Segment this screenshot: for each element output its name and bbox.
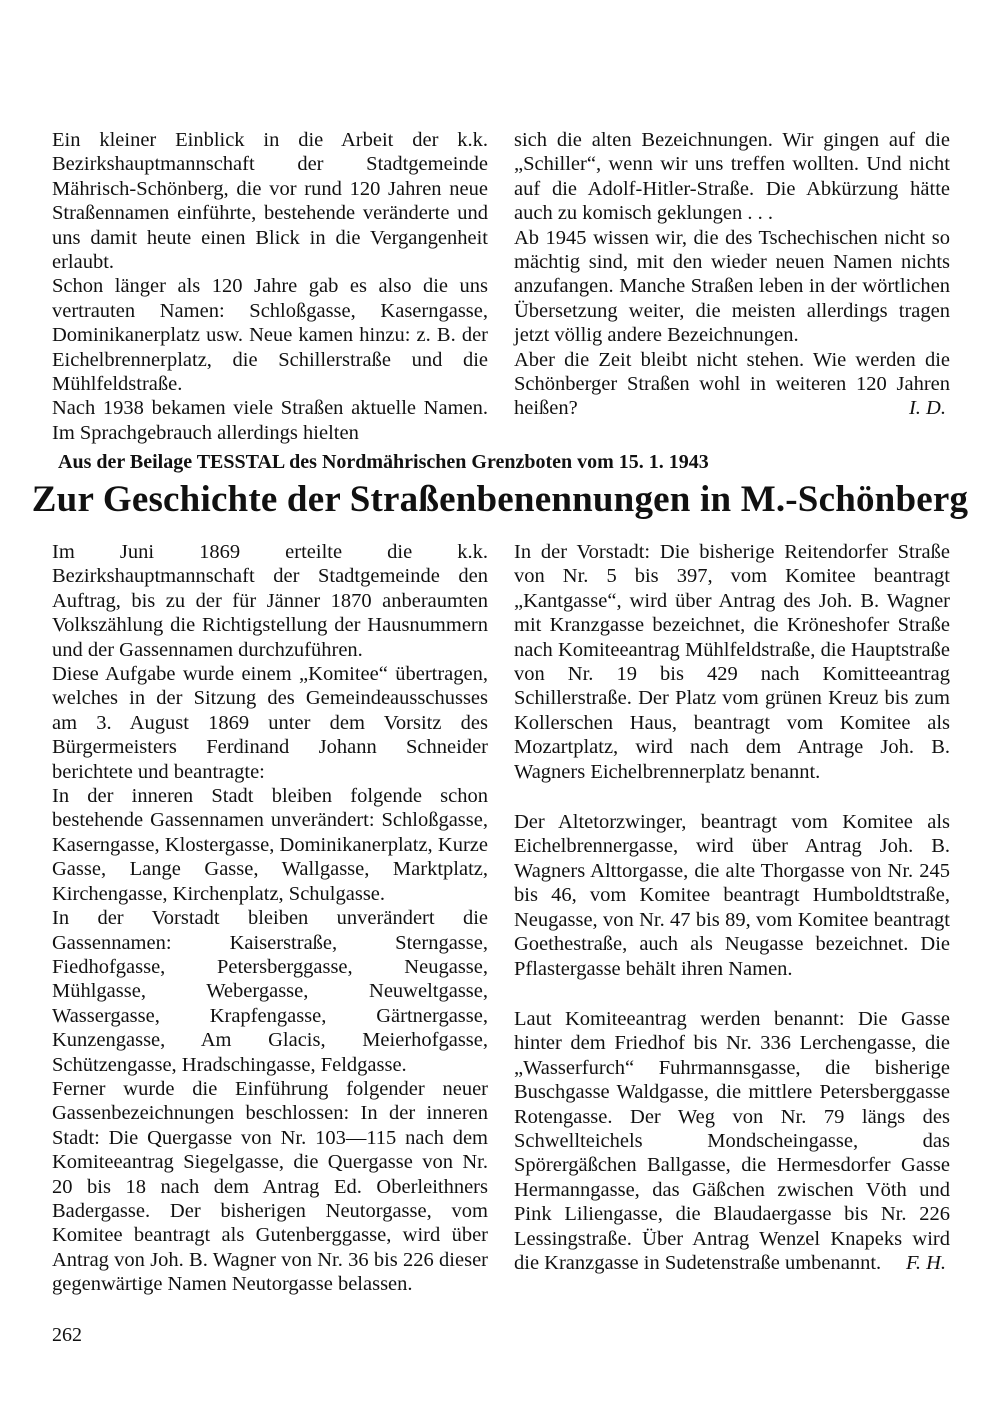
intro-left-column [52,128,488,445]
page-number: 262 [52,1324,82,1346]
article-closing-paragraph [514,1007,950,1275]
article-title: Zur Geschichte der Straßenbenennungen in M.-Schönberg [31,479,969,520]
article-signature: F. H. [905,1251,946,1274]
article-paragraph: Diese Aufgabe wurde einem „Komitee“ übertragen, welches in der Sitzung des Gemeindeausschusses am 3. August 1869 unter dem Vorsitz des Bürgermeisters Ferdinand Johann Schneider berichtete und beantragte: [52,663,488,783]
intro-signature: I. D. [908,397,946,420]
article-paragraph: Im Juni 1869 erteilte die k.k. Bezirkshauptmannschaft der Stadtgemeinde den Auftrag, bis zu der für Jänner 1870 anberaumten Volkszählung die Richtigstellung der Hausnummern und der Gassennamen durchzuführen. [52,541,488,661]
article-paragraph: Der Altetorzwinger, beantragt vom Komitee als Eichelbrennergasse, wird über Antrag Joh. B. Wagners Alttorgasse, die alte Thorgasse von Nr. 245 bis 46, vom Komitee beantragt Humboldtstraße, Neugasse, von Nr. 47 bis 89, vom Komitee beantragt Goethestraße, auch als Neugasse bezeichnet. Die Pflastergasse behält ihren Namen. [514,811,950,980]
article-left-column [52,540,488,1297]
intro-right-column [514,128,950,421]
source-line: Aus der Beilage TESSTAL des Nordmährischen Grenzboten vom 15. 1. 1943 [58,451,709,473]
article-paragraph: Ferner wurde die Einführung folgender neuer Gassenbezeichnungen beschlossen: In der inneren Stadt: Die Quergasse von Nr. 103—115 nach dem Komiteeantrag Siegelgasse, die Quergasse von Nr. 20 bis 18 nach dem Antrag Ed. Oberleithners Badergasse. Der bisherigen Neutorgasse, vom Komitee beantragt als Gutenberggasse, wird über Antrag von Joh. B. Wagner von Nr. 36 bis 226 dieser gegenwärtige Namen Neutorgasse belassen. [52,1077,488,1296]
intro-paragraph: sich die alten Bezeichnungen. Wir gingen auf die „Schiller“, wenn wir uns treffen wollten. Und nicht auf die Adolf-Hitler-Straße. Die Abkürzung hätte auch zu komisch geklungen . . . [514,129,950,225]
article-closing-text: Laut Komiteeantrag werden benannt: Die Gasse hinter dem Friedhof bis Nr. 336 Lerchengasse, die „Wasserfurch“ Fuhrmannsgasse, die bisherige Buschgasse Waldgasse, die mittlere Petersberggasse Rotengasse. Der Weg von Nr. 79 längs des Schwellteichels Mondscheingasse, das Spörergäßchen Ballgasse, die Hermesdorfer Gasse Hermanngasse, das Gäßchen zwischen Vöth und Pink Liliengasse, die Blaudaergasse bis Nr. 226 Lessingstraße. Über Antrag Wenzel Knapeks wird die Kranzgasse in Sudetenstraße umbenannt. [514,1007,950,1274]
intro-paragraph: Ein kleiner Einblick in die Arbeit der k.k. Bezirkshauptmannschaft der Stadtgemeinde Mährisch-Schönberg, die vor rund 120 Jahren neue Straßennamen einführte, bestehende veränderte und uns damit heute einen Blick in die Vergangenheit erlaubt. [52,129,488,274]
intro-closing-text: Aber die Zeit bleibt nicht stehen. Wie werden die Schönberger Straßen wohl in weiteren 120 Jahren heißen? [514,348,950,420]
article-right-column [514,540,950,1275]
article-paragraph: In der inneren Stadt bleiben folgende schon bestehende Gassennamen unverändert: Schloßgasse, Kaserngasse, Klostergasse, Dominikanerplatz, Kurze Gasse, Lange Gasse, Wallgasse, Marktplatz, Kirchengasse, Kirchenplatz, Schulgasse. [52,785,488,905]
intro-paragraph: Schon länger als 120 Jahre gab es also die uns vertrauten Namen: Schloßgasse, Kaserngasse, Dominikanerplatz usw. Neue kamen hinzu: z. B. der Eichelbrennerplatz, die Schillerstraße und die Mühlfeldstraße. [52,275,488,396]
intro-paragraph: Ab 1945 wissen wir, die des Tschechischen nicht so mächtig sind, mit den wieder neuen Namen nichts anzufangen. Manche Straßen leben in der wörtlichen Übersetzung weiter, die meisten allerdings tragen jetzt völlig andere Bezeichnungen. [514,226,950,347]
intro-closing-paragraph [514,348,950,421]
intro-paragraph: Nach 1938 bekamen viele Straßen aktuelle Namen. Im Sprachgebrauch allerdings hielten [52,397,488,444]
article-paragraph: In der Vorstadt bleiben unverändert die Gassennamen: Kaiserstraße, Sterngasse, Fiedhofgasse, Petersberggasse, Neugasse, Mühlgasse, Webergasse, Neuweltgasse, Wassergasse, Krapfengasse, Gärtnergasse, Kunzengasse, Am Glacis, Meierhofgasse, Schützengasse, Hradschingasse, Feldgasse. [52,907,488,1076]
article-paragraph: In der Vorstadt: Die bisherige Reitendorfer Straße von Nr. 5 bis 397, vom Komitee beantragt „Kantgasse“, wird über Antrag des Joh. B. Wagner mit Kranzgasse bezeichnet, die Kröneshofer Straße nach Komiteeantrag Mühlfeldstraße, die Hauptstraße von Nr. 19 bis 429 nach Komitteeantrag Schillerstraße. Der Platz vom grünen Kreuz bis zum Kollerschen Haus, beantragt vom Komitee als Mozartplatz, wird nach dem Antrage Joh. B. Wagners Eichelbrennerplatz benannt. [514,541,950,783]
